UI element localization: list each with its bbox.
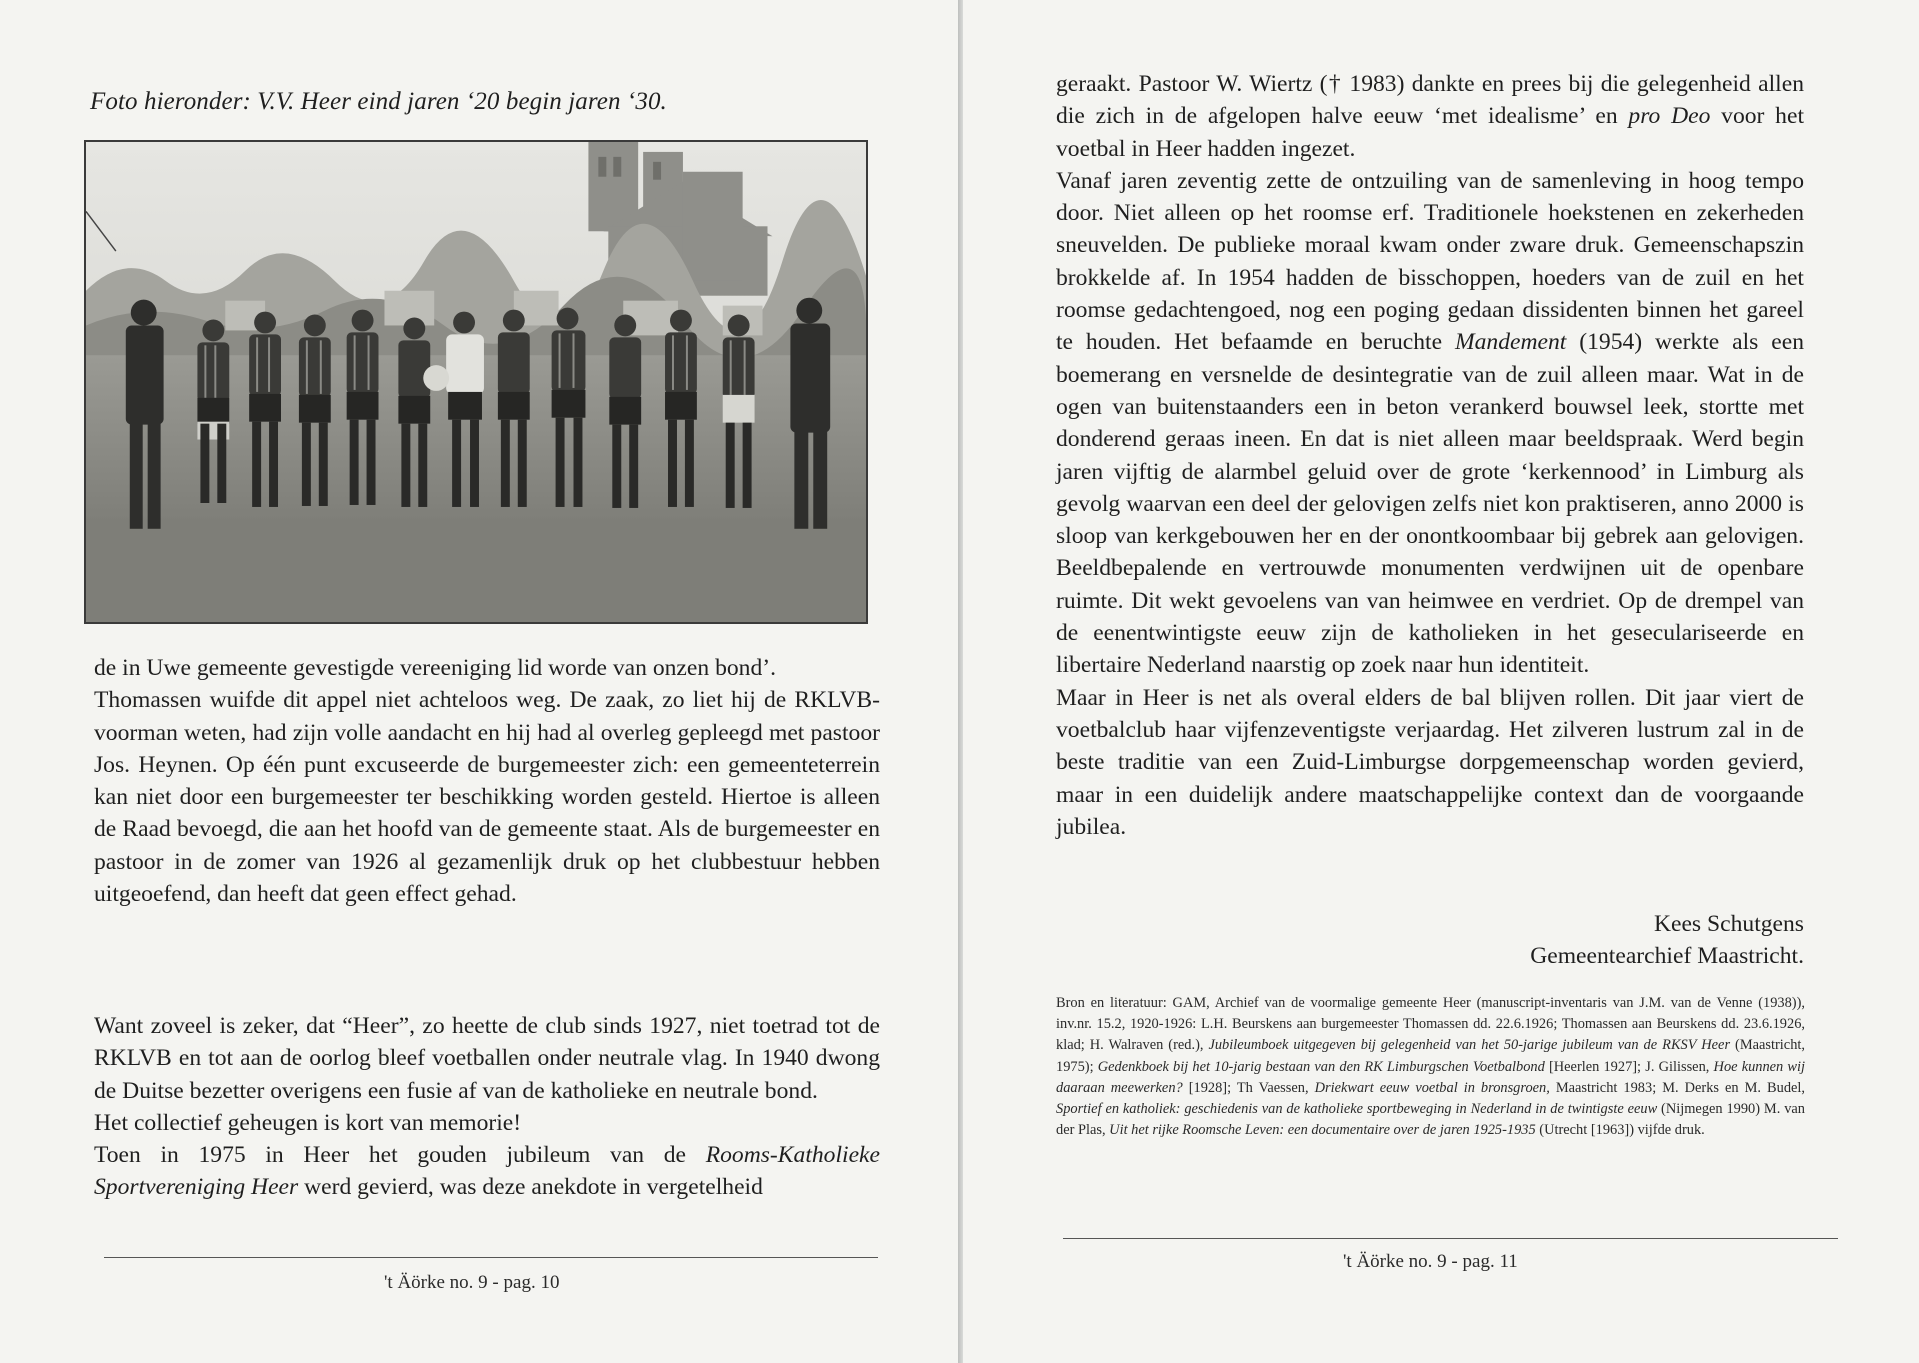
text-run: werd gevierd, was deze anekdote in vergetelheid [298,1174,763,1201]
team-photo-image [86,142,866,622]
italic-term: Mandement [1454,329,1567,356]
text-run: Vanaf jaren zeventig zette de ontzuiling van de samenleving in hoog tempo door. Niet alleen op het roomse erf. Traditionele hoekstenen en zekerheden sneuvelden. De publieke moraal kwam onder zware druk. Gemeenschapszin brokkelde af. In 1954 hadden de bisschoppen, hoeders van de zuil en het roomse gedachtengoed, nog een poging gedaan dissidenten binnen het gareel te houden. Het befaamde en beruchte [1056,167,1804,356]
text-run: Toen in 1975 in Heer het gouden jubileum van de [94,1142,706,1169]
photo-caption: Foto hieronder: V.V. Heer eind jaren ‘20 begin jaren ‘30. [90,88,667,115]
paragraph [1056,68,1804,165]
source-title-italic: Hoe kunnen wij daaraan meewerken? [1056,1058,1806,1096]
page-footer-left: 't Äörke no. 9 - pag. 10 [384,1272,560,1293]
footer-rule [104,1257,878,1258]
left-body-text-1 [94,652,880,910]
page-footer-right: 't Äörke no. 9 - pag. 11 [1343,1251,1518,1272]
source-title-italic: Jubileumboek uitgegeven bij gelegenheid van het 50-jarige jubileum van de RKSV Heer [1208,1037,1731,1054]
source-title-italic: Sportief en katholiek: geschiedenis van de katholieke sportbeweging in Nederland in de twintigste eeuw [1056,1101,1658,1118]
paragraph: Maar in Heer is net als overal elders de bal blijven rollen. Dit jaar viert de voetbalclub haar vijfenzeventigste verjaardag. Het zilveren lustrum zal in de beste traditie van een Zuid-Limburgse dorpgemeenschap worden gevierd, maar in een duidelijk andere maatschappelijke context dan de voorgaande jubilea. [1056,684,1804,840]
source-title-italic: Driekwart eeuw voetbal in bronsgroen, [1314,1079,1550,1096]
source-text: Maastricht 1983; M. Derks en M. Budel, [1549,1079,1805,1096]
left-page [0,0,958,1363]
author-affiliation: Gemeentearchief Maastricht. [1530,943,1804,969]
source-text: (Maastricht, 1975); [1056,1037,1805,1075]
text-run: voor het voetbal in Heer hadden ingezet. [1056,103,1804,162]
paragraph [1056,165,1804,682]
paragraph: Thomassen wuifde dit appel niet achteloos weg. De zaak, zo liet hij de RKLVB-voorman weten, had zijn volle aandacht en hij had al overleg gepleegd met pastoor Jos. Heynen. Op één punt excuseerde de burgemeester zich: een gemeenteterrein kan niet door een burgemeester ter beschikking worden gesteld. Hiertoe is alleen de Raad bevoegd, die aan het hoofd van de gemeente staat. Als de burgemeester en pastoor in de zomer van 1926 al gezamenlijk druk op het clubbestuur hebben uitgeoefend, dan heeft dat geen effect gehad. [94,687,880,908]
paragraph: Het collectief geheugen is kort van memorie! [94,1109,522,1136]
text-run: geraakt. Pastoor W. Wiertz († 1983) dankte en prees bij die gelegenheid allen die zich in de afgelopen halve eeuw ‘met idealisme’ en [1056,71,1804,130]
source-text: [1928]; Th Vaessen, [1182,1079,1315,1096]
club-name-italic: Rooms-Katholieke Sportvereniging Heer [94,1142,880,1201]
source-text: [Heerlen 1927]; J. Gilissen, [1544,1058,1714,1075]
source-title-italic: Gedenkboek bij het 10-jarig bestaan van den RK Limburgschen Voetbalbond [1097,1058,1545,1075]
sources-literature [1056,993,1805,1141]
right-body-text [1056,68,1804,843]
team-photo [84,140,868,624]
paragraph: de in Uwe gemeente gevestigde vereeniging lid worde van onzen bond’. [94,655,777,681]
right-page [963,0,1919,1363]
source-text: (Utrecht [1963]) vijfde druk. [1535,1122,1705,1139]
author-signature [1530,908,1804,972]
author-name: Kees Schutgens [1653,911,1804,937]
source-text: Bron en literatuur: GAM, Archief van de voormalige gemeente Heer (manuscript-inventaris van J.M. van de Venne (1938)), inv.nr. 15.2, 1920-1926: L.H. Beurskens aan burgemeester Thomassen dd. 22.6.1926; Thomassen aan Beurskens dd. 23.6.1926, klad; H. Walraven (red.), [1056,995,1805,1054]
italic-term: pro Deo [1628,103,1711,130]
left-body-text-2 [94,1010,880,1204]
source-text: (Nijmegen 1990) M. van der Plas, [1056,1101,1805,1139]
text-run: (1954) werkte als een boemerang en versnelde de desintegratie van de zuil alleen maar. Wat in de ogen van buitenstaanders een in beton verankerd bouwsel leek, stortte met donderend geraas ineen. En dat is niet alleen maar beeldspraak. Werd begin jaren vijftig de alarmbel geluid over de grote ‘kerkennood’ in Limburg als gevolg waarvan een deel der gelovigen zelfs niet kon praktiseren, anno 2000 is sloop van kerkgebouwen her en der onontkoombaar bij gebrek aan gelovigen. Beeldbepalende en vertrouwde monumenten verdwijnen uit de openbare ruimte. Dit wekt gevoelens van van heimwee en verdriet. Op de drempel van de eenentwintigste eeuw zijn de katholieken in het geseculariseerde en libertaire Nederland naarstig op zoek naar hun identiteit. [1056,329,1804,679]
footer-rule [1063,1238,1838,1239]
source-title-italic: Uit het rijke Roomsche Leven: een documentaire over de jaren 1925-1935 [1109,1122,1536,1139]
paragraph [94,1139,880,1204]
paragraph: Want zoveel is zeker, dat “Heer”, zo heette de club sinds 1927, niet toetrad tot de RKLVB en tot aan de oorlog bleef voetballen onder neutrale vlag. In 1940 dwong de Duitse bezetter overigens een fusie af van de katholieke en neutrale bond. [94,1013,880,1104]
